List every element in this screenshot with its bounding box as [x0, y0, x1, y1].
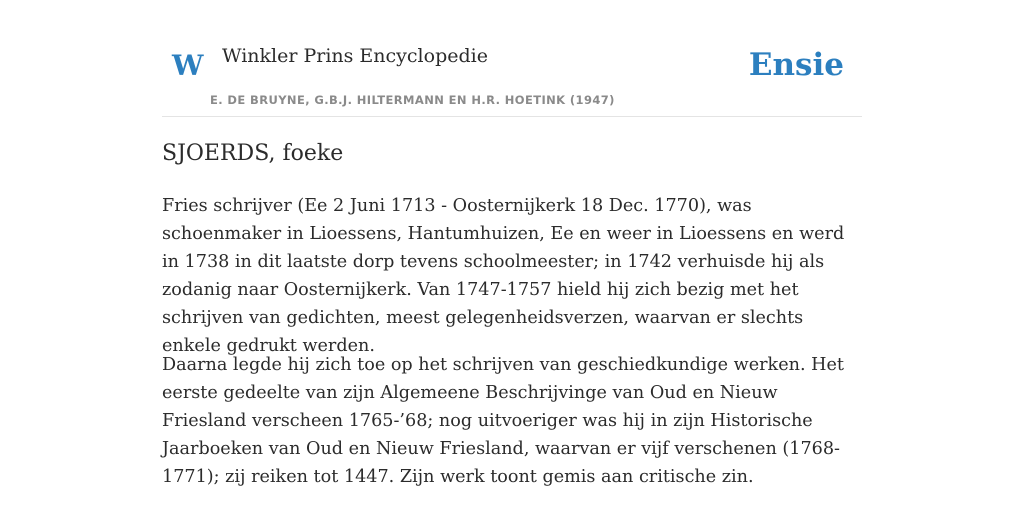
entry-title: SJOERDS, foeke — [162, 141, 344, 166]
article-paragraph-1: Fries schrijver (Ee 2 Juni 1713 - Oosternijkerk 18 Dec. 1770), was schoenmaker in Lioessens, Hantumhuizen, Ee en weer in Lioessens en werd in 1738 in dit laatste dorp tevens schoolmeester; in 1742 verhuisde hij als zodanig naar Oosternijkerk. Van 1747-1757 hield hij zich bezig met het schrijven van gedichten, meest gelegenheidsverzen, waarvan er slechts enkele gedrukt werden. — [162, 196, 845, 356]
page-container — [162, 0, 862, 487]
publication-title[interactable]: Winkler Prins Encyclopedie — [222, 45, 488, 67]
publication-header — [162, 0, 862, 117]
winkler-prins-logo[interactable]: W — [172, 49, 204, 82]
article-paragraph-2: Daarna legde hij zich toe op het schrijven van geschiedkundige werken. Het eerste gedeelte van zijn Algemeene Beschrijvinge van Oud en Nieuw Friesland verscheen 1765-’68; nog uitvoeriger was hij in zijn Historische Jaarboeken van Oud en Nieuw Friesland, waarvan er vijf verschenen (1768-1771); zij reiken tot 1447. Zijn werk toont gemis aan critische zin. — [162, 355, 844, 487]
publication-authors: E. DE BRUYNE, G.B.J. HILTERMANN EN H.R. HOETINK (1947) — [210, 93, 615, 107]
ensie-brand-logo[interactable]: Ensie — [748, 47, 844, 83]
